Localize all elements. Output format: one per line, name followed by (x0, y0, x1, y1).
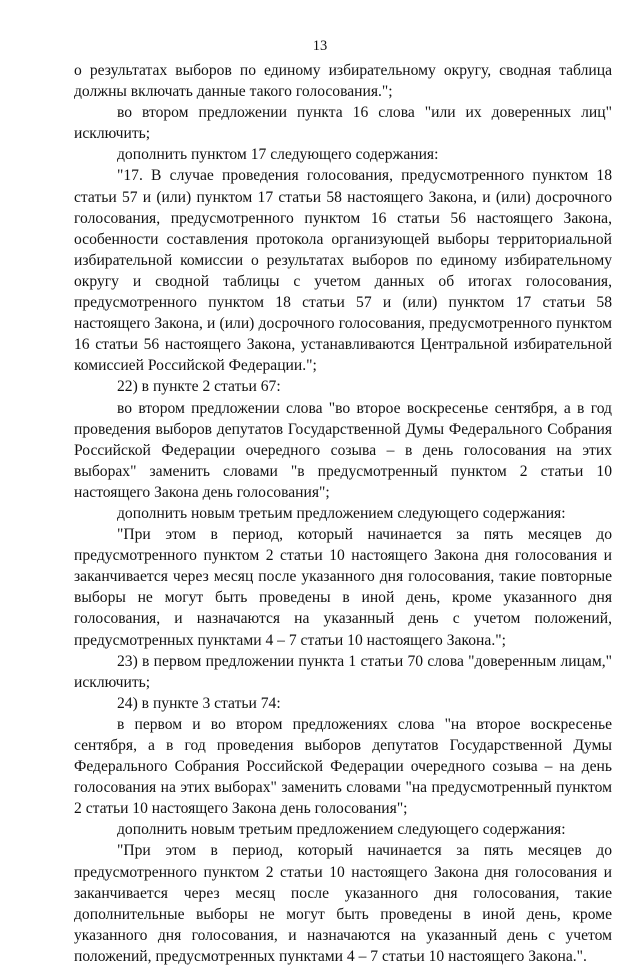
paragraph-point-24: 24) в пункте 3 статьи 74: (117, 694, 281, 712)
page-number: 13 (312, 38, 328, 54)
paragraph-repeat-elections-text: "При этом в период, который начинается за пять месяцев до предусмотренного пунктом 2 статьи 10 настоящего Закона дня голосования и заканчивается через месяц после указанного дня голосования, такие повторные выборы не могут быть проведены в иной день, кроме указанного дня голосования, и назначаются на указанный день с учетом положений, предусмотренных пунктами 4 – 7 статьи 10 настоящего Закона."; (74, 526, 612, 649)
paragraph-point-22: 22) в пункте 2 статьи 67: (117, 378, 281, 396)
document-body (74, 60, 612, 967)
paragraph-add-third-sentence: дополнить новым третьим предложением следующего содержания: (117, 504, 566, 522)
paragraph-additional-elections-text: "При этом в период, который начинается за пять месяцев до предусмотренного пунктом 2 статьи 10 настоящего Закона дня голосования и заканчивается через месяц после указанного дня голосования, такие дополнительные выборы не могут быть проведены в иной день, кроме указанного дня голосования, и назначаются на указанный день с учетом положений, предусмотренных пунктами 4 – 7 статьи 10 настоящего Закона.". (74, 842, 612, 965)
paragraph-continuation: о результатах выборов по единому избирательному округу, сводная таблица должны включать данные такого голосования."; (74, 62, 612, 101)
paragraph-add-third-sentence-2: дополнить новым третьим предложением следующего содержания: (117, 821, 566, 839)
paragraph-item-17-text: "17. В случае проведения голосования, предусмотренного пунктом 18 статьи 57 и (или) пунктом 17 статьи 58 настоящего Закона, и (или) досрочного голосования, предусмотренного пунктом 16 статьи 56 настоящего Закона, особенности составления протокола организующей выборы территориальной избирательной комиссии о результатах выборов по единому избирательному округу и сводной таблицы с учетом данных об итогах голосования, предусмотренного пунктом 18 статьи 57 и (или) пунктом 17 статьи 58 настоящего Закона, и (или) досрочного голосования, предусмотренного пунктом 16 статьи 56 настоящего Закона, устанавливаются Центральной избирательной комиссией Российской Федерации."; (74, 167, 612, 375)
paragraph-article-74-change: в первом и во втором предложениях слова "на второе воскресенье сентября, а в год проведения выборов депутатов Государственной Думы Федерального Собрания Российской Федерации очередного созыва – на день голосования на этих выборах" заменить словами "на предусмотренный пунктом 2 статьи 10 настоящего Закона день голосования"; (74, 715, 612, 818)
paragraph-point-23: 23) в первом предложении пункта 1 статьи 70 слова "доверенным лицам," исключить; (74, 652, 612, 691)
paragraph-article-67-change: во втором предложении слова "во второе воскресенье сентября, а в год проведения выборов депутатов Государственной Думы Федерального Собрания Российской Федерации очередного созыва – в день голосования на этих выборах" заменить словами "в предусмотренный пунктом 2 статьи 10 настоящего Закона день голосования"; (74, 399, 612, 501)
paragraph-item-16-change: во втором предложении пункта 16 слова "или их доверенных лиц" исключить; (74, 104, 612, 143)
paragraph-add-item-17: дополнить пунктом 17 следующего содержания: (117, 146, 439, 164)
